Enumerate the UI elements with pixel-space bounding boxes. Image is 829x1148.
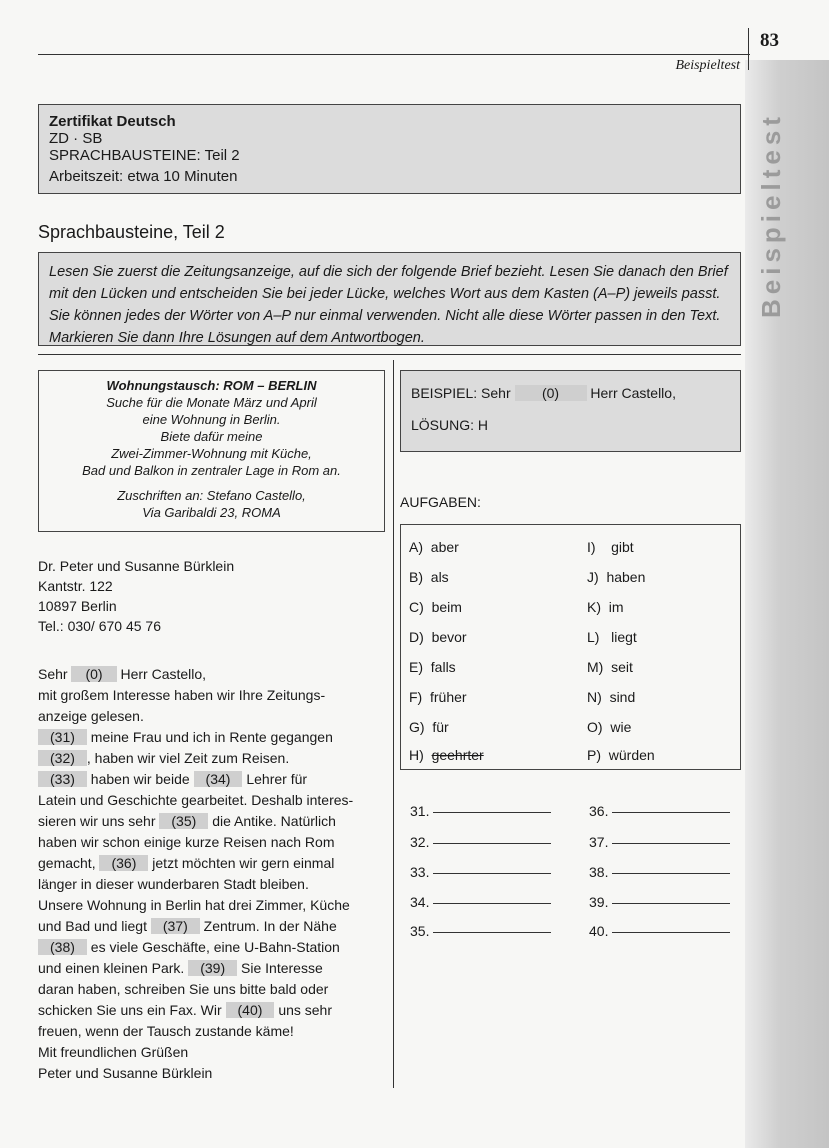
ad-heading: Wohnungstausch: ROM – BERLIN [106,378,317,393]
gap-36: (36) [99,855,148,871]
ad-line: eine Wohnung in Berlin. [142,412,281,427]
section-rule [38,354,741,355]
word-options-box [400,524,741,770]
answer-37[interactable]: 37. [589,834,730,850]
gap-40: (40) [226,1002,275,1018]
running-head: Beispieltest [675,58,740,73]
option-m: M) seit [587,659,633,675]
option-e: E) falls [409,659,456,675]
example-gap: (0) [515,385,587,401]
option-g: G) für [409,719,449,735]
tasks-label: AUFGABEN: [400,494,481,510]
sender-city: 10897 Berlin [38,598,117,614]
answer-34[interactable]: 34. [410,894,551,910]
option-p: P) würden [587,747,655,763]
ad-line: Suche für die Monate März und April [106,395,317,410]
exam-title: Zertifikat Deutsch [49,113,176,130]
ad-line: Biete dafür meine [160,429,263,444]
option-h: H) geehrter [409,747,484,763]
option-j: J) haben [587,569,646,585]
example-box [400,370,741,452]
sender-name: Dr. Peter und Susanne Bürklein [38,558,235,574]
option-l: L) liegt [587,629,637,645]
option-k: K) im [587,599,624,615]
option-n: N) sind [587,689,636,705]
ad-contact: Zuschriften an: Stefano Castello, [117,488,306,503]
exam-time: Arbeitszeit: etwa 10 Minuten [49,168,238,185]
sender-street: Kantstr. 122 [38,578,113,594]
column-divider [393,360,394,1088]
instruction-line: Lesen Sie zuerst die Zeitungsanzeige, auf die sich der folgende Brief bezieht. Lesen Sie danach den Brief [49,264,728,280]
option-f: F) früher [409,689,467,705]
answer-35[interactable]: 35. [410,923,551,939]
ad-line: Zwei-Zimmer-Wohnung mit Küche, [111,446,312,461]
answer-39[interactable]: 39. [589,894,730,910]
gap-38: (38) [38,939,87,955]
answer-31[interactable]: 31. [410,803,551,819]
answer-38[interactable]: 38. [589,864,730,880]
gap-33: (33) [38,771,87,787]
sender-phone: Tel.: 030/ 670 45 76 [38,618,161,634]
page-number: 83 [760,30,779,51]
gap-0: (0) [71,666,116,682]
ad-address: Via Garibaldi 23, ROMA [142,505,281,520]
answer-36[interactable]: 36. [589,803,730,819]
instruction-line: Markieren Sie dann Ihre Lösungen auf dem Antwortbogen. [49,330,425,346]
exam-info-box [38,104,741,194]
example-suffix: Herr Castello, [590,385,676,401]
gap-37: (37) [151,918,200,934]
header-rule [38,54,750,55]
answer-40[interactable]: 40. [589,923,730,939]
page-divider [748,28,749,70]
option-i: I) gibt [587,539,634,555]
option-b: B) als [409,569,449,585]
gap-32: (32) [38,750,87,766]
sender-address [38,556,234,636]
instructions-box [38,252,741,346]
side-tab-label: Beispieltest [756,112,786,318]
ad-line: Bad und Balkon in zentraler Lage in Rom an. [82,463,341,478]
answer-33[interactable]: 33. [410,864,551,880]
gap-31: (31) [38,729,87,745]
newspaper-ad [38,370,385,532]
section-title: Sprachbausteine, Teil 2 [38,222,225,242]
instruction-line: mit den Lücken und entscheiden Sie bei jeder Lücke, welches Wort aus dem Kasten (A–P) jeweils passt. [49,286,721,302]
gap-35: (35) [159,813,208,829]
exam-part: SPRACHBAUSTEINE: Teil 2 [49,147,240,164]
option-o: O) wie [587,719,632,735]
answer-32[interactable]: 32. [410,834,551,850]
gap-34: (34) [194,771,243,787]
example-solution: LÖSUNG: H [411,417,489,433]
letter-body: Sehr (0) Herr Castello, mit großem Interesse haben wir Ihre Zeitungs- anzeige gelesen. (31) meine Frau und ich in Rente gegangen (32) , haben wir viel Zeit zum Reisen. (33) haben wir beide (34) Lehrer für Latein und Geschichte gearbeitet. Deshalb interes- sieren wir uns sehr (35) die Antike. Natürlich haben wir schon einige kurze Reisen nach Rom gemacht, (36) jetzt möchten wir gern einmal länger in dieser wunderbaren Stadt bleiben. Unsere Wohnung in Berlin hat drei Zimmer, Küche und Bad und liegt (37) Zentrum. In der Nähe (38) es viele Geschäfte, eine U-Bahn-Station und einen kleinen Park. (39) Sie Interesse daran haben, schreiben Sie uns bitte bald oder schicken Sie uns ein Fax. Wir (40) uns sehr freuen, wenn der Tausch zustande käme! Mit freundlichen Grüßen Peter und Susanne Bürklein [38,666,354,1081]
instruction-line: Sie können jedes der Wörter von A–P nur einmal verwenden. Nicht alle diese Wörter passen in den Text. [49,308,721,324]
option-d: D) bevor [409,629,467,645]
example-prefix: BEISPIEL: Sehr [411,385,511,401]
option-c: C) beim [409,599,462,615]
gap-39: (39) [188,960,237,976]
option-a: A) aber [409,539,459,555]
exam-code: ZD · SB [49,130,103,147]
